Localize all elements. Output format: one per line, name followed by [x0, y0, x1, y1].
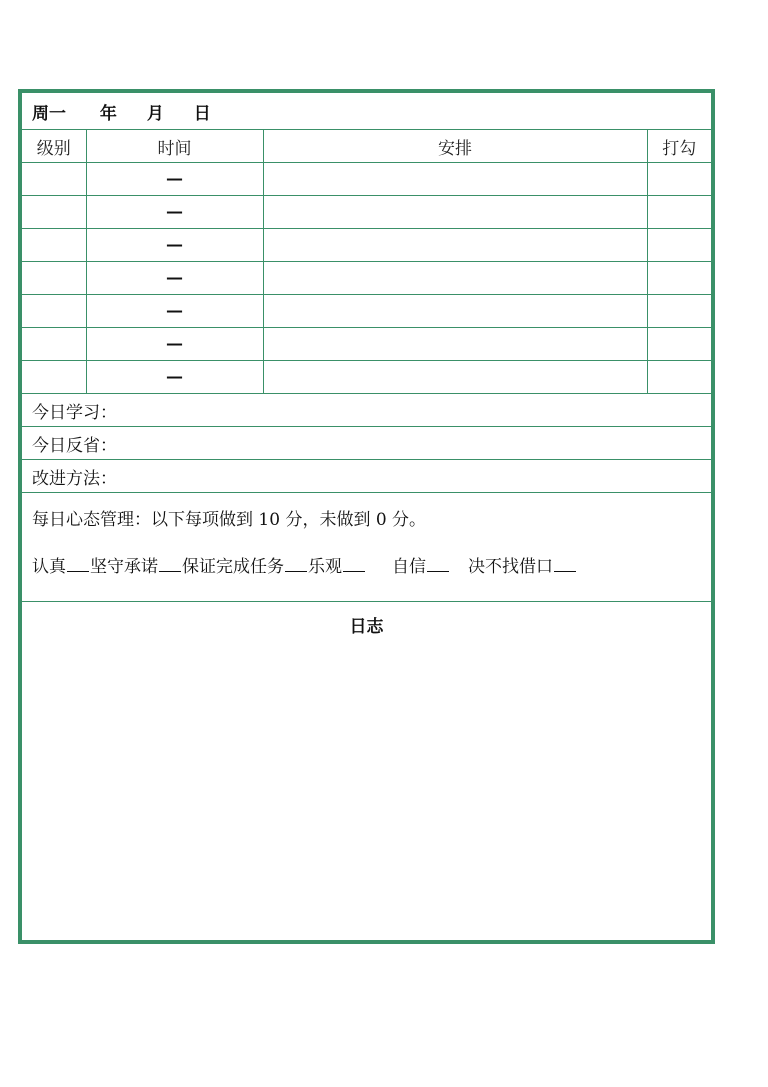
date-header: [22, 93, 711, 130]
level-cell[interactable]: [22, 295, 86, 328]
weekday-label: 周一: [32, 103, 66, 124]
time-cell[interactable]: —: [86, 328, 263, 361]
plan-cell[interactable]: [263, 328, 647, 361]
level-cell[interactable]: [22, 361, 86, 394]
plan-cell[interactable]: [263, 196, 647, 229]
mood-item-label: 坚守承诺: [90, 557, 158, 577]
time-cell[interactable]: —: [86, 163, 263, 196]
level-cell[interactable]: [22, 229, 86, 262]
study-field[interactable]: 今日学习：: [22, 394, 711, 427]
plan-cell[interactable]: [263, 361, 647, 394]
year-label: 年: [99, 103, 117, 124]
mood-score-blank[interactable]: [285, 556, 307, 572]
time-cell[interactable]: —: [86, 262, 263, 295]
month-label: 月: [146, 103, 164, 124]
check-cell[interactable]: [647, 262, 711, 295]
table-row: [22, 361, 711, 394]
mood-row: [22, 493, 711, 602]
column-header-check: 打勾: [647, 130, 711, 163]
reflection-row: [22, 427, 711, 460]
time-cell[interactable]: —: [86, 196, 263, 229]
mood-intro: 每日心态管理：以下每项做到 10 分，未做到 0 分。: [32, 510, 427, 530]
level-cell[interactable]: [22, 163, 86, 196]
check-cell[interactable]: [647, 328, 711, 361]
mood-score-blank[interactable]: [427, 556, 449, 572]
table-row: [22, 262, 711, 295]
check-cell[interactable]: [647, 229, 711, 262]
mood-score-blank[interactable]: [67, 556, 89, 572]
mood-item-label: 保证完成任务: [182, 557, 284, 577]
improvement-field[interactable]: 改进方法：: [22, 460, 711, 493]
column-header-plan: 安排: [263, 130, 647, 163]
level-cell[interactable]: [22, 196, 86, 229]
level-cell[interactable]: [22, 262, 86, 295]
check-cell[interactable]: [647, 163, 711, 196]
column-header-time: 时间: [86, 130, 263, 163]
plan-cell[interactable]: [263, 163, 647, 196]
date-header-row: [22, 93, 711, 130]
mood-score-blank[interactable]: [554, 556, 576, 572]
time-cell[interactable]: —: [86, 295, 263, 328]
journal-title: 日志: [349, 617, 384, 637]
plan-cell[interactable]: [263, 262, 647, 295]
column-header-level: 级别: [22, 130, 86, 163]
mood-score-blank[interactable]: [159, 556, 181, 572]
time-cell[interactable]: —: [86, 361, 263, 394]
level-cell[interactable]: [22, 328, 86, 361]
check-cell[interactable]: [647, 295, 711, 328]
mood-score-blank[interactable]: [343, 556, 365, 572]
time-cell[interactable]: —: [86, 229, 263, 262]
check-cell[interactable]: [647, 196, 711, 229]
column-header-row: [22, 130, 711, 163]
table-row: [22, 295, 711, 328]
mood-item-label: 乐观: [308, 557, 342, 577]
mood-item-label: 自信: [392, 557, 426, 577]
table-row: [22, 229, 711, 262]
table-row: [22, 328, 711, 361]
mood-items: [32, 552, 701, 577]
table-row: [22, 196, 711, 229]
check-cell[interactable]: [647, 361, 711, 394]
reflection-field[interactable]: 今日反省：: [22, 427, 711, 460]
plan-table: [22, 93, 711, 602]
table-row: [22, 163, 711, 196]
daily-plan-sheet: [18, 89, 715, 944]
mood-item-label: 决不找借口: [468, 557, 553, 577]
plan-cell[interactable]: [263, 229, 647, 262]
study-row: [22, 394, 711, 427]
mood-section: [22, 493, 711, 602]
plan-cell[interactable]: [263, 295, 647, 328]
day-label: 日: [193, 103, 211, 124]
mood-item-label: 认真: [32, 557, 66, 577]
improvement-row: [22, 460, 711, 493]
